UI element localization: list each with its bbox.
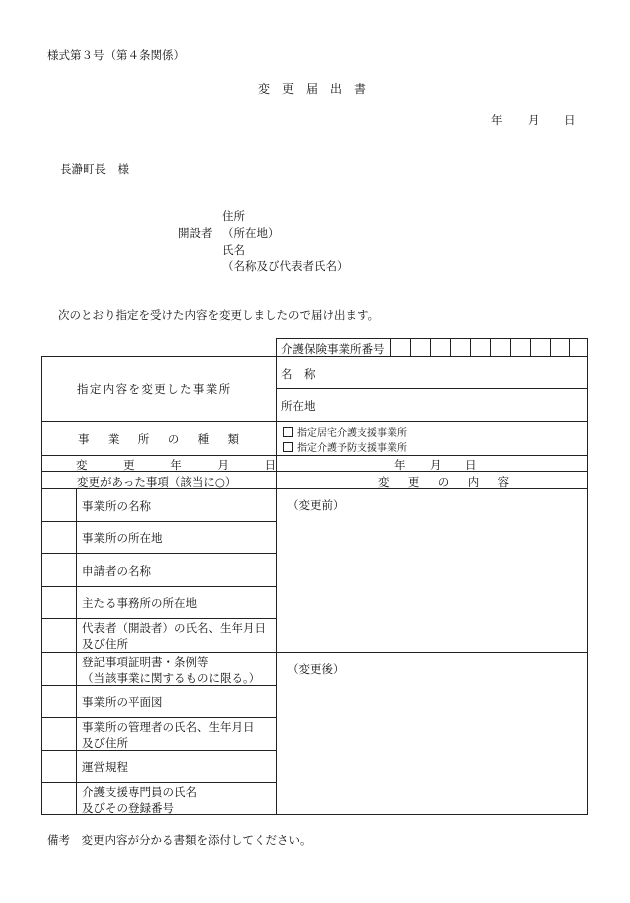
before-label: （変更前）: [287, 498, 345, 512]
addressee: 長瀞町長 様: [60, 162, 129, 176]
facility-name-label: 名 称: [281, 367, 316, 381]
item-representative-line1: 代表者（開設者）の氏名、生年月日: [82, 621, 266, 635]
change-date-year: 年: [394, 458, 406, 472]
item-care-manager-line2: 及びその登録番号: [82, 801, 174, 815]
facility-type-label: 事 業 所 の 種 類: [78, 432, 243, 446]
intro-text: 次のとおり指定を受けた内容を変更しましたので届け出ます。: [58, 308, 380, 322]
item-facility-name: 事業所の名称: [82, 499, 151, 513]
checkbox-icon[interactable]: [283, 442, 293, 452]
checkbox-icon[interactable]: [283, 427, 293, 437]
date-year: 年: [491, 113, 503, 127]
date-month: 月: [528, 113, 540, 127]
type-option-2: 指定介護予防支援事業所: [283, 439, 407, 454]
facility-address-label: 所在地: [281, 399, 316, 413]
after-label: （変更後）: [287, 662, 345, 676]
changes-header: 変 更 の 内 容: [378, 475, 513, 489]
item-representative-line2: 及び住所: [82, 637, 128, 651]
date-day: 日: [564, 113, 576, 127]
item-facility-address: 事業所の所在地: [82, 531, 163, 545]
form-number: 様式第３号（第４条関係）: [47, 48, 185, 62]
type-option-1: 指定居宅介護支援事業所: [283, 424, 407, 439]
item-applicant-name: 申請者の名称: [82, 564, 151, 578]
change-date-day: 日: [465, 458, 477, 472]
item-operating-rules: 運営規程: [82, 760, 128, 774]
name-label: 氏名: [222, 243, 245, 257]
change-date-month: 月: [430, 458, 442, 472]
item-registration-line1: 登記事項証明書・条例等: [82, 655, 209, 669]
item-manager-line1: 事業所の管理者の氏名、生年月日: [82, 720, 255, 734]
address-label: 住所: [222, 209, 245, 223]
item-floor-plan: 事業所の平面図: [82, 695, 163, 709]
document-title: 変 更 届 出 書: [258, 82, 367, 96]
item-manager-line2: 及び住所: [82, 736, 128, 750]
location-label: （所在地）: [222, 226, 280, 240]
name-note: （名称及び代表者氏名）: [222, 259, 349, 273]
item-main-office-address: 主たる事務所の所在地: [82, 596, 197, 610]
change-date-label: 変 更 年 月 日: [76, 458, 289, 472]
item-care-manager-line1: 介護支援専門員の氏名: [82, 785, 197, 799]
item-registration-line2: （当該事業に関するものに限る。）: [82, 671, 261, 685]
remarks-note: 備考 変更内容が分かる書類を添付してください。: [47, 833, 312, 847]
insurance-number-label: 介護保険事業所番号: [281, 342, 385, 356]
facility-label: 指定内容を変更した事業所: [77, 382, 232, 396]
changed-items-header: 変更があった事項（該当に○）: [77, 475, 237, 489]
role-label: 開設者: [178, 226, 213, 240]
